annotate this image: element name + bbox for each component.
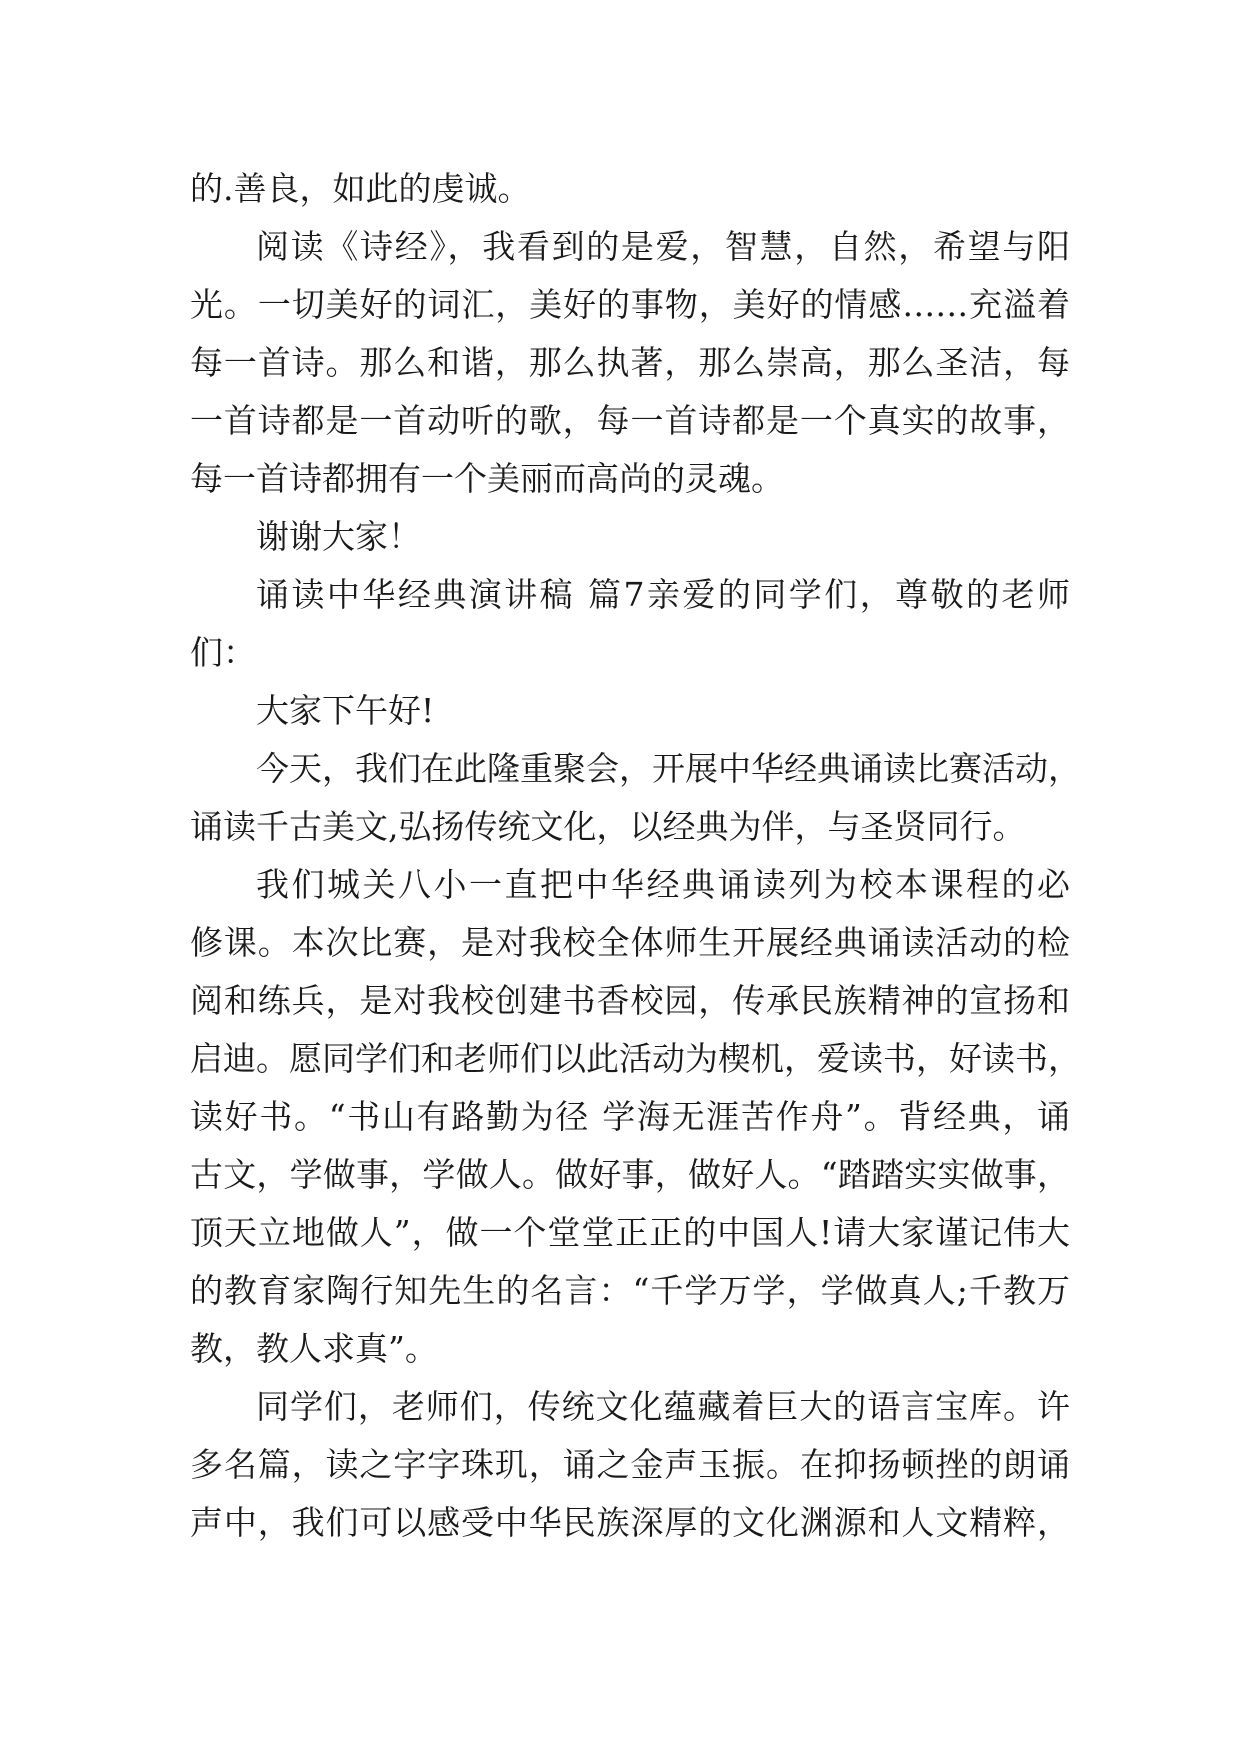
text-line: 教，教人求真”。 (190, 1329, 438, 1368)
paragraph-first-line: 我们城关八小一直把中华经典诵读列为校本课程的必 (256, 865, 1070, 904)
text-line: 读好书。“书山有路勤为径 学海无涯苦作舟”。背经典，诵 (190, 1097, 1070, 1136)
text-line: 阅和练兵，是对我校创建书香校园，传承民族精神的宣扬和 (190, 981, 1070, 1020)
paragraph-first-line: 谢谢大家！ (256, 517, 421, 556)
section-heading-line: 诵读中华经典演讲稿 篇7亲爱的同学们，尊敬的老师 (256, 575, 1070, 614)
text-line: 每一首诗。那么和谐，那么执著，那么崇高，那么圣洁，每 (190, 343, 1070, 382)
text-line: 的教育家陶行知先生的名言：“千学万学，学做真人;千教万 (190, 1271, 1070, 1310)
text-line: 诵读千古美文,弘扬传统文化，以经典为伴，与圣贤同行。 (190, 807, 1026, 846)
paragraph-first-line: 阅读《诗经》，我看到的是爱，智慧，自然，希望与阳 (256, 227, 1070, 266)
text-line: 修课。本次比赛，是对我校全体师生开展经典诵读活动的检 (190, 923, 1070, 962)
text-line: 顶天立地做人”，做一个堂堂正正的中国人!请大家谨记伟大 (190, 1213, 1070, 1252)
text-line: 启迪。愿同学们和老师们以此活动为楔机，爱读书，好读书， (190, 1039, 1081, 1078)
paragraph-first-line: 今天，我们在此隆重聚会，开展中华经典诵读比赛活动， (256, 749, 1081, 788)
paragraph-first-line: 同学们，老师们，传统文化蕴藏着巨大的语言宝库。许 (256, 1387, 1070, 1426)
text-line: 光。一切美好的词汇，美好的事物，美好的情感……充溢着 (190, 285, 1070, 324)
text-line: 一首诗都是一首动听的歌，每一首诗都是一个真实的故事， (190, 401, 1070, 440)
text-line: 多名篇，读之字字珠玑，诵之金声玉振。在抑扬顿挫的朗诵 (190, 1445, 1070, 1484)
paragraph-first-line: 大家下午好! (256, 691, 435, 730)
text-line: 声中，我们可以感受中华民族深厚的文化渊源和人文精粹， (190, 1503, 1070, 1542)
text-line: 每一首诗都拥有一个美丽而高尚的灵魂。 (190, 459, 784, 498)
text-line: 们： (190, 633, 256, 672)
text-line: 古文，学做事，学做人。做好事，做好人。“踏踏实实做事， (190, 1155, 1070, 1194)
text-line: 的.善良，如此的虔诚。 (190, 169, 531, 208)
